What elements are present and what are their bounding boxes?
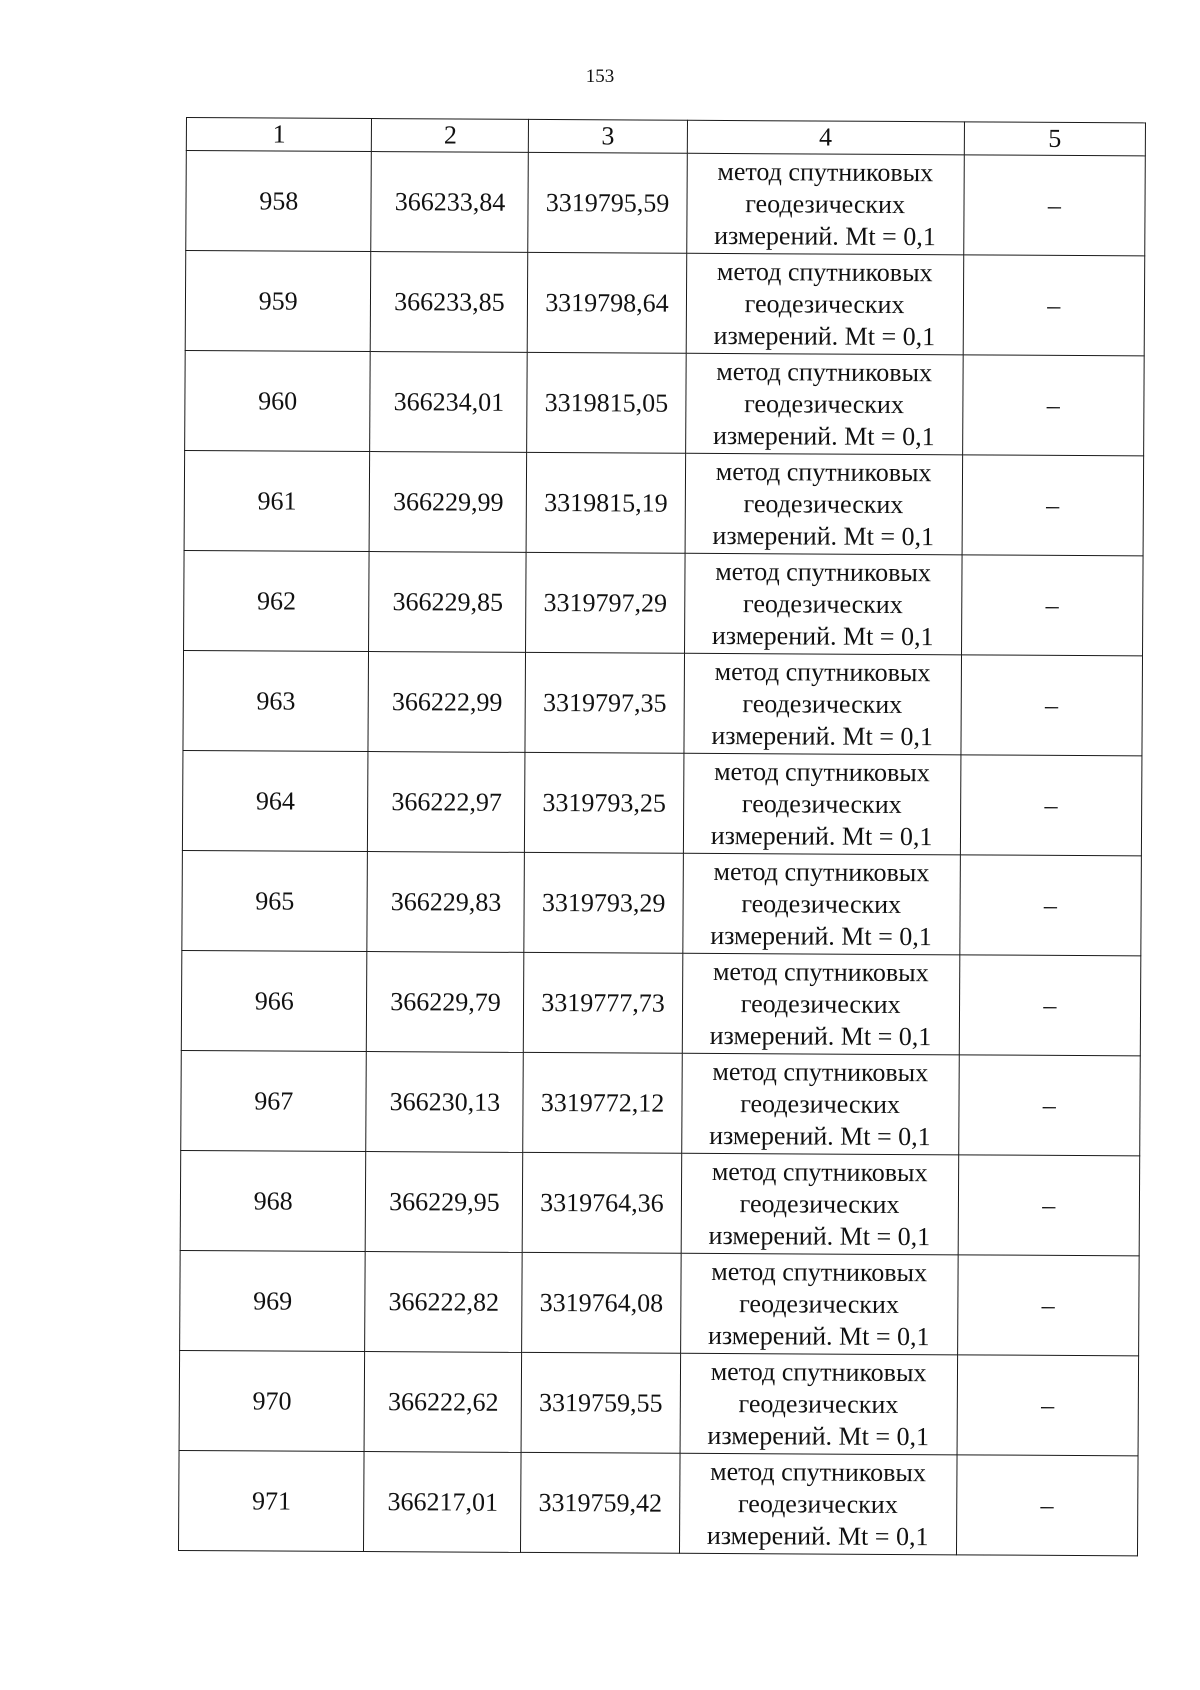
x-coordinate-cell: 366222,97 — [368, 752, 526, 853]
method-line-2: геодезических — [741, 888, 902, 919]
method-line-3: измерений. Mt = 0,1 — [713, 320, 936, 351]
x-coordinate-cell: 366234,01 — [370, 352, 528, 453]
point-number-cell: 959 — [185, 251, 371, 352]
table-row — [178, 1450, 1138, 1555]
description-cell: – — [963, 155, 1145, 256]
x-coordinate-cell: 366217,01 — [364, 1452, 522, 1553]
y-coordinate-cell: 3319797,35 — [525, 652, 684, 753]
x-coordinate-cell: 366229,79 — [367, 952, 525, 1053]
method-line-1: метод спутниковых — [715, 456, 932, 487]
method-line-1: метод спутниковых — [714, 656, 931, 687]
x-coordinate-cell: 366222,99 — [368, 652, 526, 753]
coordinates-table-wrapper — [178, 117, 1146, 1556]
description-cell: – — [960, 855, 1142, 956]
y-coordinate-cell: 3319795,59 — [528, 152, 687, 253]
point-number-cell: 960 — [185, 350, 371, 451]
method-cell — [679, 1453, 957, 1555]
x-coordinate-cell: 366229,85 — [369, 552, 527, 653]
description-cell: – — [957, 1355, 1139, 1456]
method-line-3: измерений. Mt = 0,1 — [709, 1120, 931, 1151]
point-number-cell: 961 — [184, 450, 370, 551]
y-coordinate-cell: 3319798,64 — [528, 252, 687, 353]
method-line-1: метод спутниковых — [711, 1156, 928, 1187]
y-coordinate-cell: 3319764,36 — [523, 1152, 682, 1253]
y-coordinate-cell: 3319777,73 — [524, 952, 683, 1053]
method-line-3: измерений. Mt = 0,1 — [712, 420, 935, 451]
point-number-cell: 967 — [181, 1050, 367, 1151]
method-line-1: метод спутниковых — [712, 1056, 929, 1087]
x-coordinate-cell: 366229,83 — [367, 852, 525, 953]
description-cell: – — [961, 555, 1143, 656]
table-body — [178, 118, 1145, 1556]
method-cell — [680, 1253, 958, 1355]
point-number-cell: 968 — [180, 1150, 366, 1251]
y-coordinate-cell: 3319815,05 — [527, 352, 686, 453]
y-coordinate-cell: 3319772,12 — [523, 1052, 682, 1153]
method-line-3: измерений. Mt = 0,1 — [712, 520, 935, 551]
method-line-1: метод спутниковых — [713, 856, 930, 887]
table-row — [180, 1250, 1140, 1355]
header-cell-3: 3 — [529, 119, 687, 153]
method-line-3: измерений. Mt = 0,1 — [710, 820, 933, 851]
method-line-2: геодезических — [740, 988, 901, 1019]
method-line-3: измерений. Mt = 0,1 — [707, 1420, 930, 1451]
method-line-2: геодезических — [739, 1288, 899, 1319]
point-number-cell: 969 — [180, 1250, 366, 1351]
x-coordinate-cell: 366233,84 — [371, 152, 529, 253]
description-cell: – — [962, 355, 1144, 456]
method-line-3: измерений. Mt = 0,1 — [707, 1320, 930, 1351]
method-cell — [686, 153, 964, 255]
description-cell: – — [963, 255, 1145, 356]
table-row — [180, 1150, 1140, 1255]
method-line-1: метод спутниковых — [714, 756, 930, 787]
table-row — [184, 550, 1144, 655]
page-number: 153 — [585, 66, 615, 87]
y-coordinate-cell: 3319797,29 — [526, 552, 685, 653]
table-row — [185, 251, 1145, 356]
method-line-2: геодезических — [738, 1388, 899, 1419]
method-cell — [685, 453, 963, 555]
method-line-2: геодезических — [744, 388, 904, 419]
description-cell: – — [961, 655, 1143, 756]
method-line-3: измерений. Mt = 0,1 — [708, 1220, 931, 1251]
coordinates-table — [178, 117, 1146, 1556]
table-row — [186, 151, 1146, 256]
method-line-2: геодезических — [745, 188, 906, 219]
method-line-1: метод спутниковых — [710, 1356, 927, 1387]
table-row — [182, 850, 1142, 955]
method-cell — [686, 253, 964, 355]
method-line-1: метод спутниковых — [711, 1256, 928, 1287]
method-line-1: метод спутниковых — [710, 1456, 926, 1487]
method-cell — [681, 1053, 959, 1155]
point-number-cell: 964 — [182, 750, 368, 851]
method-line-3: измерений. Mt = 0,1 — [706, 1520, 929, 1551]
header-cell-2: 2 — [372, 119, 529, 153]
description-cell: – — [960, 755, 1142, 856]
method-cell — [685, 353, 963, 455]
method-line-2: геодезических — [743, 488, 904, 519]
method-line-1: метод спутниковых — [716, 356, 933, 387]
method-line-3: измерений. Mt = 0,1 — [709, 1020, 932, 1051]
method-line-1: метод спутниковых — [717, 156, 934, 187]
y-coordinate-cell: 3319759,42 — [521, 1452, 680, 1553]
y-coordinate-cell: 3319793,29 — [524, 852, 683, 953]
header-cell-5: 5 — [964, 122, 1145, 156]
header-cell-4: 4 — [687, 120, 964, 155]
method-cell — [682, 853, 960, 955]
header-cell-1: 1 — [186, 118, 372, 152]
method-line-3: измерений. Mt = 0,1 — [711, 720, 934, 751]
table-row — [183, 650, 1143, 755]
x-coordinate-cell: 366222,62 — [365, 1352, 523, 1453]
method-line-2: геодезических — [742, 588, 903, 619]
method-line-2: геодезических — [740, 1088, 901, 1119]
method-cell — [684, 553, 962, 655]
point-number-cell: 966 — [181, 950, 367, 1051]
method-cell — [682, 953, 960, 1055]
table-row — [184, 450, 1144, 555]
method-line-1: метод спутниковых — [716, 256, 933, 287]
description-cell: – — [958, 1155, 1140, 1256]
y-coordinate-cell: 3319793,25 — [525, 752, 684, 853]
table-row — [182, 750, 1142, 855]
y-coordinate-cell: 3319815,19 — [527, 452, 686, 553]
method-cell — [681, 1153, 959, 1255]
method-line-2: геодезических — [741, 788, 902, 819]
point-number-cell: 970 — [179, 1350, 365, 1451]
method-cell — [684, 653, 962, 755]
method-line-2: геодезических — [737, 1488, 898, 1519]
point-number-cell: 958 — [186, 151, 372, 252]
description-cell: – — [956, 1455, 1138, 1556]
method-line-3: измерений. Mt = 0,1 — [710, 920, 932, 951]
y-coordinate-cell: 3319759,55 — [522, 1352, 681, 1453]
method-line-1: метод спутниковых — [712, 956, 929, 987]
point-number-cell: 965 — [182, 850, 368, 951]
method-line-2: геодезических — [739, 1188, 900, 1219]
header-row — [186, 118, 1145, 156]
table-row — [181, 1050, 1141, 1155]
method-line-3: измерений. Mt = 0,1 — [714, 220, 936, 251]
x-coordinate-cell: 366233,85 — [371, 252, 529, 353]
table-row — [185, 350, 1145, 455]
description-cell: – — [962, 455, 1144, 556]
description-cell: – — [959, 955, 1141, 1056]
method-line-2: геодезических — [744, 288, 905, 319]
x-coordinate-cell: 366229,99 — [370, 452, 528, 553]
table-row — [179, 1350, 1139, 1455]
table-row — [181, 950, 1141, 1055]
x-coordinate-cell: 366230,13 — [366, 1052, 524, 1153]
method-line-1: метод спутниковых — [715, 556, 932, 587]
point-number-cell: 962 — [184, 550, 370, 651]
description-cell: – — [958, 1055, 1140, 1156]
method-cell — [680, 1353, 958, 1455]
point-number-cell: 963 — [183, 650, 369, 751]
point-number-cell: 971 — [178, 1450, 364, 1551]
method-cell — [683, 753, 961, 855]
y-coordinate-cell: 3319764,08 — [522, 1252, 681, 1353]
method-line-3: измерений. Mt = 0,1 — [711, 620, 934, 651]
method-line-2: геодезических — [742, 688, 903, 719]
x-coordinate-cell: 366222,82 — [365, 1252, 523, 1353]
description-cell: – — [957, 1255, 1139, 1356]
x-coordinate-cell: 366229,95 — [366, 1152, 524, 1253]
